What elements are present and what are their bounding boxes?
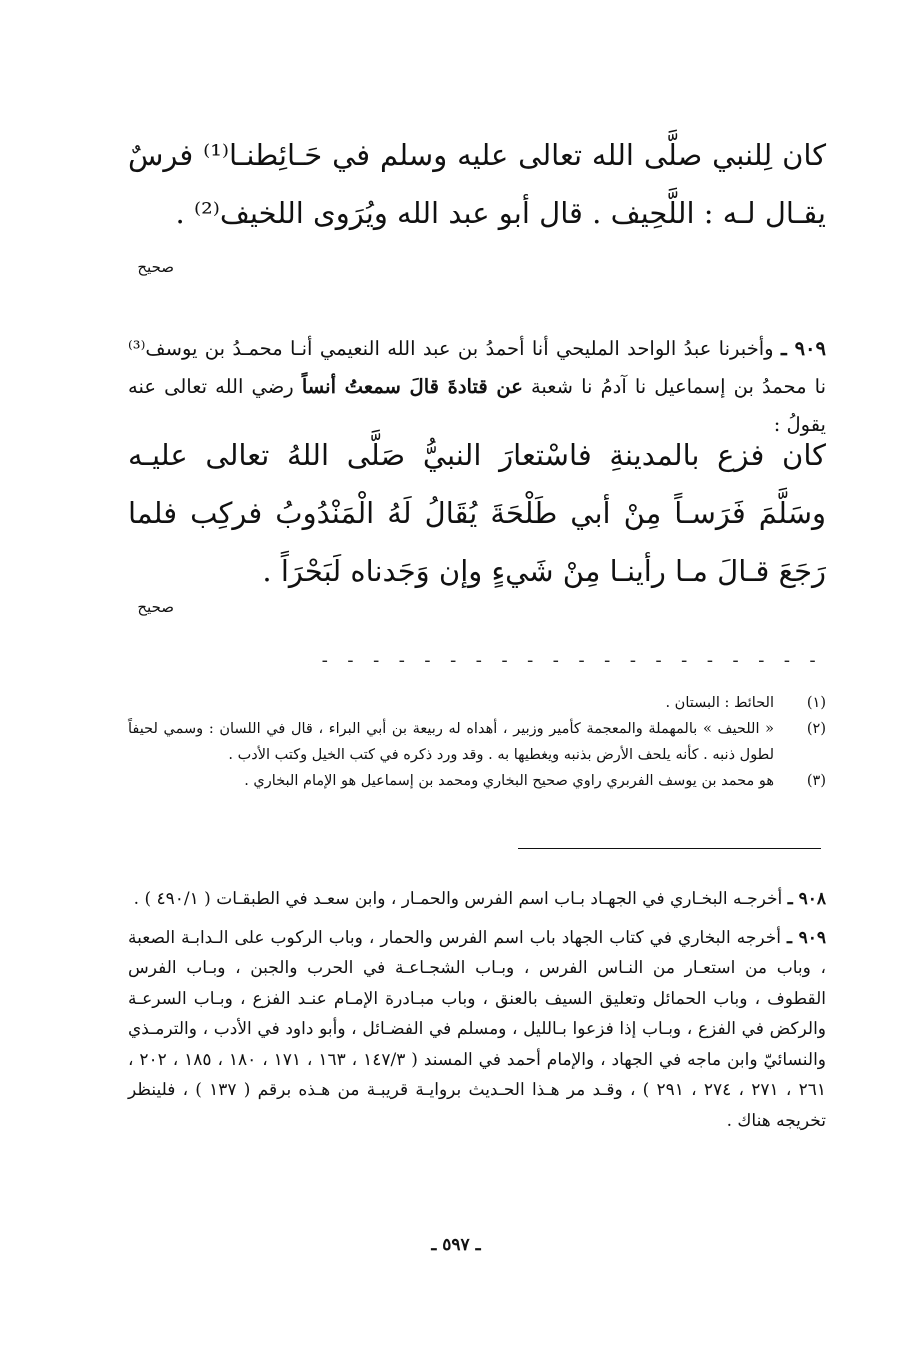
isnad-part: وأخبرنا عبدُ الواحد المليحي أنا أحمدُ بن عبد الله النعيمي أنـا محمـدُ بن يوسف⁽³⁾ نا محمدُ بن إسماعيل نا آدمُ نا شعبة bbox=[128, 337, 826, 398]
hadith-number: ٩٠٩ ـ bbox=[787, 927, 826, 948]
footnote-text: « اللحيف » بالمهملة والمعجمة كأمير وزبير ، أهداه له ربيعة بن أبي البراء ، قال في اللسان : وسمي لحيفاً لطول ذنبه . كأنه يلحف الأرض بذنبه ويغطيها به . وقد ورد ذكره في كتب الخيل وكتب الأدب . bbox=[128, 721, 774, 763]
section-divider bbox=[518, 848, 821, 849]
hadith-908-matn bbox=[128, 126, 826, 242]
footnote-text: الحائط : البستان . bbox=[665, 695, 774, 711]
hadith-number: ٩٠٩ ـ bbox=[780, 337, 826, 360]
dashed-separator: - - - - - - - - - - - - - - - - - - - - bbox=[319, 650, 820, 671]
footnote bbox=[128, 690, 826, 716]
footnote-text: هو محمد بن يوسف الفربري راوي صحيح البخاري ومحمد بن إسماعيل هو الإمام البخاري . bbox=[244, 773, 774, 789]
footnote bbox=[128, 768, 826, 794]
takhrij-notes bbox=[128, 884, 826, 1136]
footnote-number: (٣) bbox=[806, 773, 826, 789]
takhrij-text: أخرجه البخاري في كتاب الجهاد باب اسم الفرس والحمار ، وباب الركوب على الـدابـة الصعبة ، وباب من استعـار من النـاس الفرس ، وبـاب الشجـاعـة في الحرب والجبن ، وبـاب الفرس القطوف ، وباب الحمائل وتعليق السيف بالعنق ، وباب مبـادرة الإمـام عنـد الفزع ، وبـاب السرعـة والركض في الفزع ، وبـاب إذا فزعوا بـالليل ، ومسلم في الفضـائل ، وأبو داود في الأدب ، والترمـذي والنسائيّ وابن ماجه في الجهاد ، والإمام أحمد في المسند ( ١٤٧/٣ ، ١٦٣ ، ١٧١ ، ١٨٠ ، ١٨٥ ، ٢٠٢ ، ٢٦١ ، ٢٧١ ، ٢٧٤ ، ٢٩١ ) ، وقـد مر هـذا الحـديث بروايـة قريبـة من هـذه برقم ( ١٣٧ ) ، فلينظر تخريجه هناك . bbox=[128, 927, 827, 1131]
hadith-909-matn bbox=[128, 426, 826, 600]
hadith-text: كان فزع بالمدينةِ فاسْتعارَ النبيُّ صَلَّى اللهُ تعالى عليـه وسَلَّمَ فَرَسـاً مِنْ أبي طَلْحَةَ يُقَالُ لَهُ الْمَنْدُوبُ فركِب فلما رَجَعَ قـالَ مـا رأينـا مِنْ شَيءٍ وإن وَجَدناه لَبَحْرَاً . bbox=[128, 438, 826, 588]
hadith-number: ٩٠٨ ـ bbox=[787, 889, 826, 909]
isnad-part: رضي الله تعالى عنه يقولُ : bbox=[128, 375, 826, 436]
page-number: ـ ٥٩٧ ـ bbox=[431, 1235, 481, 1255]
footnote bbox=[128, 716, 826, 768]
footnote-number: (١) bbox=[806, 695, 826, 711]
takhrij-text: أخرجـه البخـاري في الجهـاد بـاب اسم الفرس والحمـار ، وابن سعـد في الطبقـات ( ٤٩٠/١ ) . bbox=[133, 889, 783, 909]
takhrij-entry bbox=[128, 884, 826, 915]
hadith-text: كان لِلنبي صلَّى الله تعالى عليه وسلم في حَـائِطنـا⁽¹⁾ فرسٌ يقـال لـه : اللَّحِيف . قال أبو عبد الله ويُرَوى اللخيف⁽²⁾ . bbox=[128, 138, 827, 230]
isnad-emphasis: عن قتادةَ قالَ سمعتُ أنساً bbox=[301, 375, 523, 398]
footnotes bbox=[128, 690, 826, 794]
footnote-number: (٢) bbox=[806, 721, 826, 737]
hadith-grade: صحيح bbox=[137, 258, 174, 276]
hadith-grade: صحيح bbox=[137, 598, 174, 616]
takhrij-entry bbox=[128, 923, 826, 1137]
